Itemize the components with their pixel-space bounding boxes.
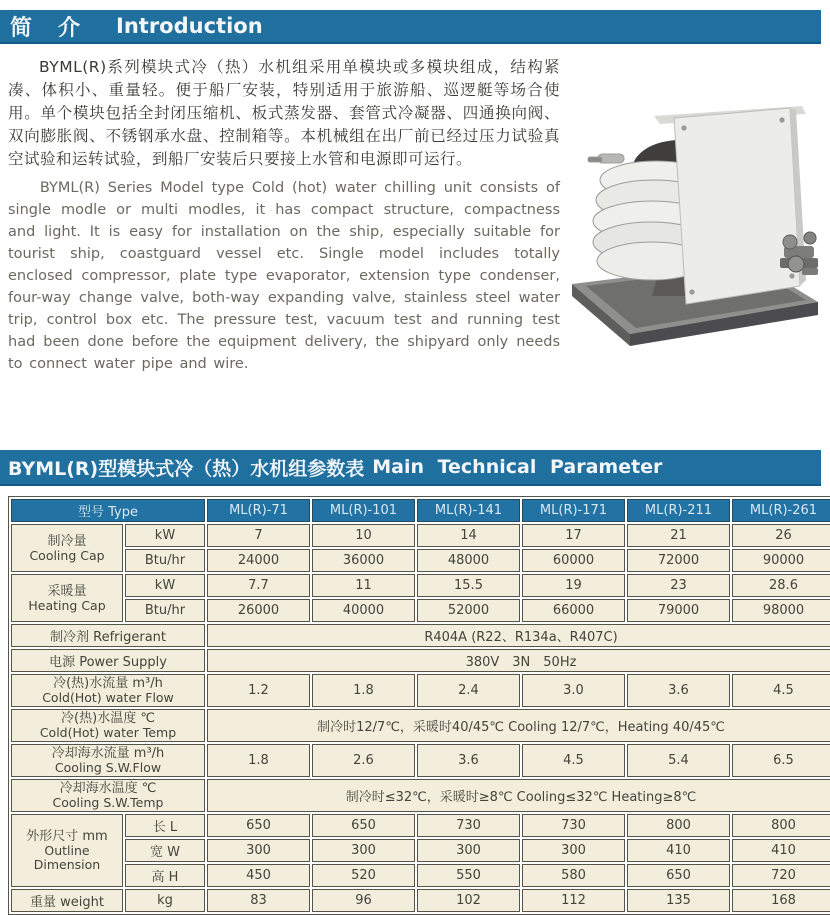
cell: 580	[522, 864, 625, 887]
cell: 520	[312, 864, 415, 887]
cell: 300	[312, 839, 415, 862]
dimension-label-en: Outline Dimension	[33, 843, 101, 872]
dimension-label	[11, 814, 123, 887]
cooling-unit-btu: Btu/hr	[125, 549, 205, 572]
water-temp-label-zh: 冷(热)水温度 ℃	[61, 711, 155, 726]
water-flow-row	[11, 674, 830, 707]
water-temp-row	[11, 709, 830, 742]
cell: 450	[207, 864, 310, 887]
cell: 112	[522, 889, 625, 912]
heating-unit-btu: Btu/hr	[125, 599, 205, 622]
cell: 730	[522, 814, 625, 837]
intro-title-zh: 简 介	[10, 15, 83, 41]
cell: 98000	[732, 599, 830, 622]
sw-temp-value: 制冷时≤32℃，采暖时≥8℃ Cooling≤32℃ Heating≥8℃	[207, 779, 830, 812]
cell: 28.6	[732, 574, 830, 597]
cell: 21	[627, 524, 730, 547]
water-flow-label-zh: 冷(热)水流量 m³/h	[53, 676, 163, 691]
cell: 7.7	[207, 574, 310, 597]
params-table-wrap	[0, 486, 830, 915]
intro-title-en: Introduction	[116, 14, 263, 38]
cell: 300	[522, 839, 625, 862]
cell: 650	[627, 864, 730, 887]
cell: 66000	[522, 599, 625, 622]
cell: 23	[627, 574, 730, 597]
cell: 410	[627, 839, 730, 862]
sw-flow-label-en: Cooling S.W.Flow	[54, 760, 162, 775]
height-label: 高 H	[125, 864, 205, 887]
cooling-label	[11, 524, 123, 572]
cell: 650	[207, 814, 310, 837]
col-header-model-6: ML(R)-261	[732, 499, 830, 522]
weight-label: 重量 weight	[11, 889, 123, 912]
cell: 96	[312, 889, 415, 912]
cell: 6.5	[732, 744, 830, 777]
weight-unit: kg	[125, 889, 205, 912]
sw-temp-label	[11, 779, 205, 812]
cell: 10	[312, 524, 415, 547]
cell: 26000	[207, 599, 310, 622]
col-header-type: 型号 Type	[11, 499, 205, 522]
cell: 650	[312, 814, 415, 837]
dimension-label-zh: 外形尺寸 mm	[26, 829, 108, 844]
intro-paragraph-en: BYML(R) Series Model type Cold (hot) water chilling unit consists of single modle or multi modles, it has compact structure, compactness and light. It is easy for installation on the ship, especially suitable for tourist ship, coastguard vessel etc. Single model includes totally enclosed compressor, plate type evaporator, extension type condenser, four-way change valve, both-way expanding valve, stainless steel water trip, control box etc. The pressure test, vacuum test and running test had been done before the equipment delivery, the shipyard only needs to connect water pipe and wire.	[8, 180, 560, 372]
cell: 52000	[417, 599, 520, 622]
weight-row	[11, 889, 830, 912]
cell: 3.6	[417, 744, 520, 777]
cell: 800	[627, 814, 730, 837]
cell: 40000	[312, 599, 415, 622]
cell: 800	[732, 814, 830, 837]
width-label: 宽 W	[125, 839, 205, 862]
photo-column	[560, 56, 826, 441]
cell: 550	[417, 864, 520, 887]
cell: 24000	[207, 549, 310, 572]
col-header-model-2: ML(R)-101	[312, 499, 415, 522]
cell: 135	[627, 889, 730, 912]
heating-label-zh: 采暖量	[47, 583, 87, 599]
heating-kw-row	[11, 574, 830, 597]
cell: 48000	[417, 549, 520, 572]
power-row	[11, 649, 830, 672]
cell: 3.0	[522, 674, 625, 707]
cooling-kw-row	[11, 524, 830, 547]
cell: 60000	[522, 549, 625, 572]
cell: 36000	[312, 549, 415, 572]
cell: 730	[417, 814, 520, 837]
dimension-length-row	[11, 814, 830, 837]
intro-section	[0, 44, 830, 441]
cell: 1.8	[207, 744, 310, 777]
cell: 720	[732, 864, 830, 887]
cell: 19	[522, 574, 625, 597]
cell: 4.5	[732, 674, 830, 707]
intro-text-column	[8, 56, 560, 441]
params-title-en: Main Technical Parameter	[372, 456, 663, 478]
length-label: 长 L	[125, 814, 205, 837]
cell: 7	[207, 524, 310, 547]
header-row	[11, 499, 830, 522]
cell: 14	[417, 524, 520, 547]
intro-title-bar	[0, 10, 821, 44]
sw-flow-label-zh: 冷却海水流量 m³/h	[51, 746, 165, 761]
sw-flow-label	[11, 744, 205, 777]
cell: 3.6	[627, 674, 730, 707]
water-temp-value: 制冷时12/7℃，采暖时40/45℃ Cooling 12/7℃，Heating 40/45℃	[207, 709, 830, 742]
cell: 2.4	[417, 674, 520, 707]
sw-temp-label-zh: 冷却海水温度 ℃	[59, 781, 157, 796]
cell: 1.8	[312, 674, 415, 707]
cooling-btu-row	[11, 549, 830, 572]
col-header-model-1: ML(R)-71	[207, 499, 310, 522]
cell: 5.4	[627, 744, 730, 777]
cell: 11	[312, 574, 415, 597]
cell: 1.2	[207, 674, 310, 707]
cell: 168	[732, 889, 830, 912]
cell: 17	[522, 524, 625, 547]
cooling-unit-kw: kW	[125, 524, 205, 547]
sw-temp-label-en: Cooling S.W.Temp	[52, 795, 164, 810]
sw-temp-row	[11, 779, 830, 812]
cell: 410	[732, 839, 830, 862]
params-title-bar	[0, 450, 821, 486]
params-table	[8, 496, 830, 915]
refrigerant-value: R404A (R22、R134a、R407C)	[207, 624, 830, 647]
cell: 72000	[627, 549, 730, 572]
water-temp-label-en: Cold(Hot) water Temp	[39, 725, 177, 740]
cell: 15.5	[417, 574, 520, 597]
cell: 2.6	[312, 744, 415, 777]
col-header-model-5: ML(R)-211	[627, 499, 730, 522]
cell: 4.5	[522, 744, 625, 777]
refrigerant-row	[11, 624, 830, 647]
dimension-height-row	[11, 864, 830, 887]
cell: 26	[732, 524, 830, 547]
params-title-zh: BYML(R)型模块式冷（热）水机组参数表	[8, 457, 365, 480]
product-photo	[564, 58, 822, 348]
cell: 300	[207, 839, 310, 862]
cooling-label-zh: 制冷量	[47, 533, 87, 549]
cell: 300	[417, 839, 520, 862]
refrigerant-label: 制冷剂 Refrigerant	[11, 624, 205, 647]
cell: 90000	[732, 549, 830, 572]
water-flow-label	[11, 674, 205, 707]
heating-btu-row	[11, 599, 830, 622]
heating-label-en: Heating Cap	[28, 597, 106, 613]
sw-flow-row	[11, 744, 830, 777]
col-header-model-4: ML(R)-171	[522, 499, 625, 522]
cooling-label-en: Cooling Cap	[29, 547, 105, 563]
power-value: 380V 3N 50Hz	[207, 649, 830, 672]
cell: 83	[207, 889, 310, 912]
heating-unit-kw: kW	[125, 574, 205, 597]
heating-label	[11, 574, 123, 622]
water-temp-label	[11, 709, 205, 742]
water-flow-label-en: Cold(Hot) water Flow	[42, 690, 174, 705]
intro-paragraph-zh: BYML(R)系列模块式冷（热）水机组采用单模块或多模块组成，结构紧凑、体积小、重量轻。便于船厂安装，特别适用于旅游船、巡逻艇等场合使用。单个模块包括全封闭压缩机、板式蒸发器、套管式冷凝器、四通换向阀、双向膨胀阀、不锈钢承水盘、控制箱等。本机械组在出厂前已经过压力试验真空试验和运转试验，到船厂安装后只要接上水管和电源即可运行。	[8, 58, 560, 168]
col-header-model-3: ML(R)-141	[417, 499, 520, 522]
power-label: 电源 Power Supply	[11, 649, 205, 672]
dimension-width-row	[11, 839, 830, 862]
cell: 79000	[627, 599, 730, 622]
cell: 102	[417, 889, 520, 912]
